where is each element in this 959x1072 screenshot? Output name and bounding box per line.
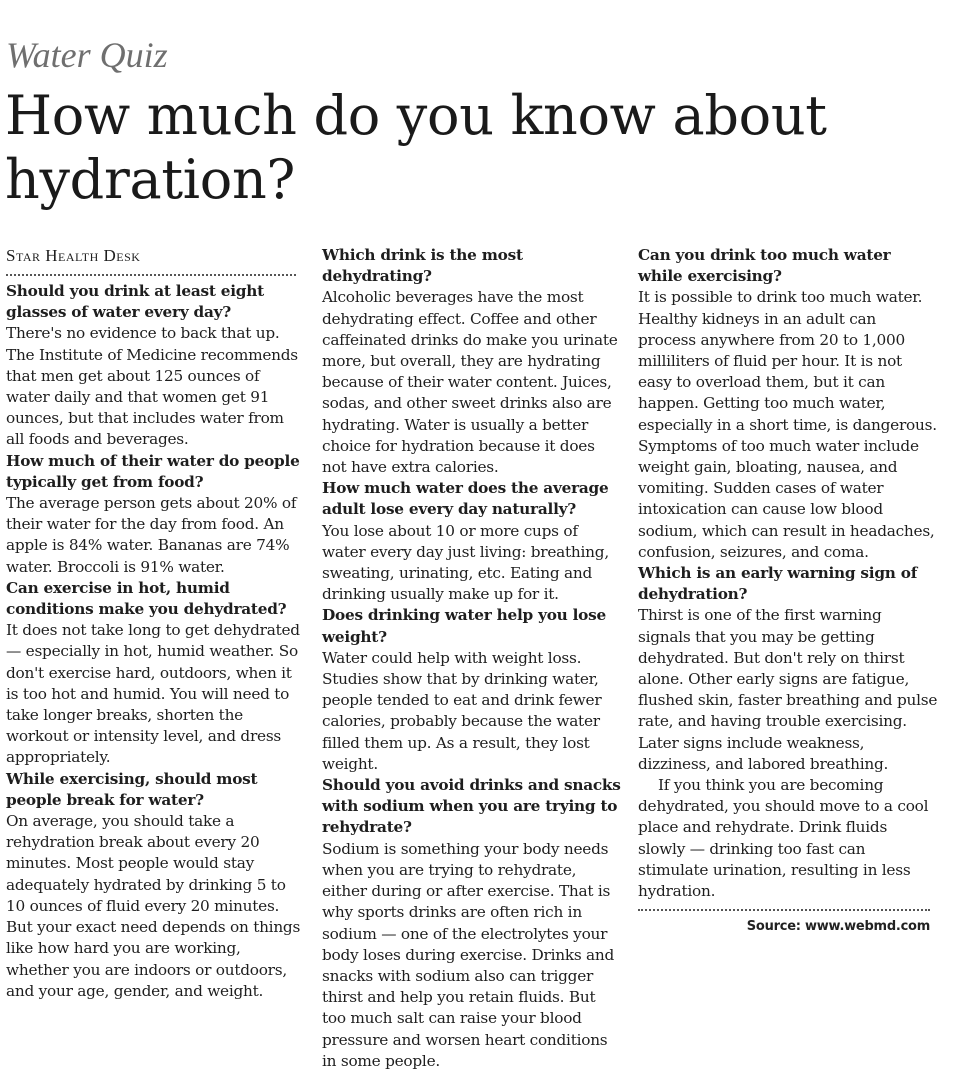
column-2 [322,245,622,1072]
source-credit: Source: www.webmd.com [746,919,930,935]
question: Can exercise in hot, humid conditions make you dehydrated? [6,578,287,619]
question: While exercising, should most people break for water? [6,769,258,809]
dotted-divider [638,909,930,911]
answer: There's no evidence to back that up. The Institute of Medicine recommends that men get about 125 ounces of water daily and that women get 91 ounces, but that includes water from all foods and beverages. [6,324,298,449]
question: Can you drink too much water while exercising? [638,246,891,286]
answer: It is possible to drink too much water. Healthy kidneys in an adult can process anywhere from 20 to 1,000 milliliters of fluid per hour. It is not easy to overload them, but it can happen. Getting too much water, especially in a short time, is dangerous. Symptoms of too much water include weight gain, bloating, nausea, and vomiting. Sudden cases of water intoxication can cause low blood sodium, which can result in headaches, confusion, seizures, and coma. [638,288,937,561]
answer: It does not take long to get dehydrated — especially in hot, humid weather. So don't exercise hard, outdoors, when it is too hot and humid. You will need to take longer breaks, shorten the workout or intensity level, and dress appropriately. [6,621,300,767]
answer: The average person gets about 20% of their water for the day from food. An apple is 84% water. Bananas are 74% water. Broccoli is 91% water. [6,494,297,576]
answer: You lose about 10 or more cups of water every day just living: breathing, sweating, urinating, etc. Eating and drinking usually make up for it. [322,521,609,604]
question: Which drink is the most dehydrating? [322,246,523,286]
dotted-divider [6,274,296,276]
question: Should you avoid drinks and snacks with sodium when you are trying to rehydrate? [322,776,621,837]
question: Which is an early warning sign of dehydration? [638,564,918,604]
question: Does drinking water help you lose weight? [322,606,606,646]
answer-paragraph: If you think you are becoming dehydrated, you should move to a cool place and rehydrate. Drink fluids slowly — drinking too fast can stimulate urination, resulting in less hydration. [638,776,929,901]
question: How much water does the average adult lose every day naturally? [322,479,609,519]
headline: How much do you know about hydration? [5,84,827,211]
section-kicker: Water Quiz [6,35,168,75]
byline: Star Health Desk [6,246,141,265]
answer: Sodium is something your body needs when you are trying to rehydrate, either during or after exercise. That is why sports drinks are often rich in sodium — one of the electrolytes your body loses during exercise. Drinks and snacks with sodium also can trigger thirst and help you retain fluids. But too much salt can raise your blood pressure and worsen heart conditions in some people. [322,839,615,1070]
answer: Thirst is one of the first warning signals that you may be getting dehydrated. But don't rely on thirst alone. Other early signs are fatigue, flushed skin, faster breathing and pulse rate, and having trouble exercising. Later signs include weakness, dizziness, and labored breathing. [638,606,938,773]
question: Should you drink at least eight glasses of water every day? [6,282,264,322]
column-3 [638,245,938,938]
answer: Alcoholic beverages have the most dehydrating effect. Coffee and other caffeinated drinks do make you urinate more, but overall, they are hydrating because of their water content. Juices, sodas, and other sweet drinks also are hydrating. Water is usually a better choice for hydration because it does not have extra calories. [322,288,618,477]
column-1 [6,245,304,1002]
answer: On average, you should take a rehydration break about every 20 minutes. Most people would stay adequately hydrated by drinking 5 to 10 ounces of fluid every 20 minutes. But your exact need depends on things like how hard you are working, whether you are indoors or outdoors, and your age, gender, and weight. [6,812,301,1000]
question: How much of their water do people typically get from food? [6,451,300,491]
answer: Water could help with weight loss. Studies show that by drinking water, people tended to eat and drink fewer calories, probably because the water filled them up. As a result, they lost weight. [322,648,602,773]
